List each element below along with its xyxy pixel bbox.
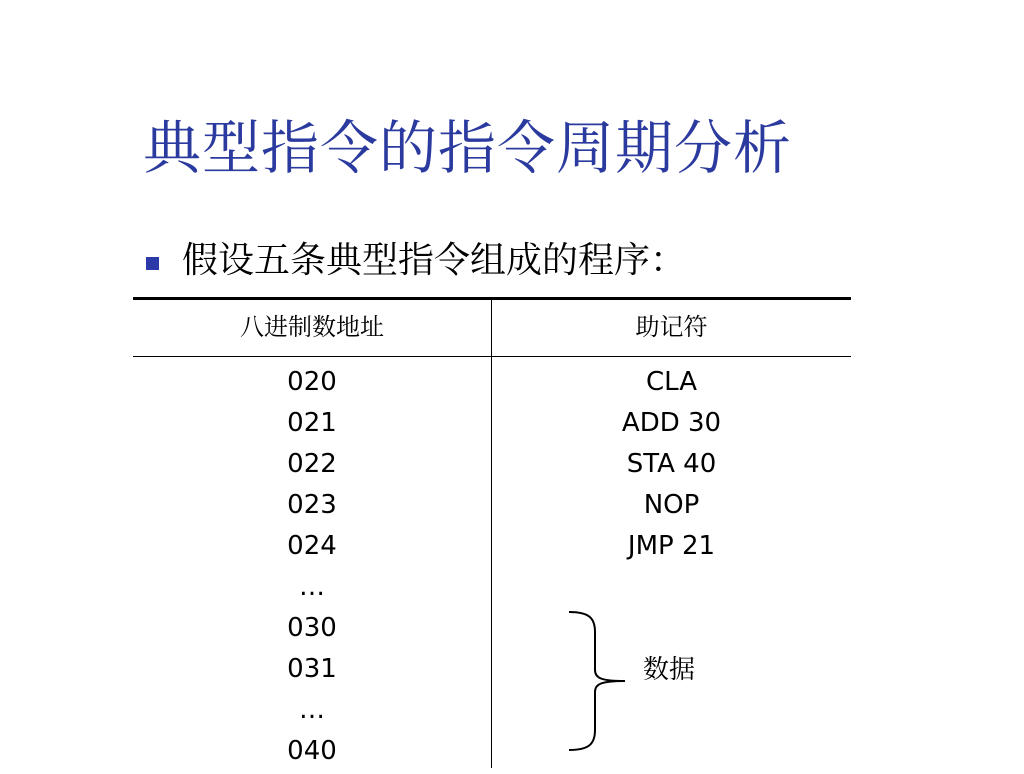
- address-cell: 023: [287, 490, 337, 520]
- bullet-square-icon: [146, 257, 159, 270]
- curly-brace-icon: [567, 610, 627, 752]
- address-cell: 020: [287, 367, 337, 397]
- address-cell: …: [299, 572, 325, 602]
- header-mnemonic: 助记符: [635, 313, 708, 341]
- mnemonic-cell: STA 40: [626, 449, 717, 479]
- program-table: [133, 297, 851, 768]
- address-column: [133, 364, 491, 774]
- mnemonic-cell: ADD 30: [621, 408, 722, 438]
- address-cell: 030: [287, 613, 337, 643]
- bullet-text: 假设五条典型指令组成的程序：: [182, 240, 687, 281]
- address-cell: 031: [287, 654, 337, 684]
- address-cell: 040: [287, 736, 337, 766]
- mnemonic-cell: NOP: [643, 490, 700, 520]
- slide-title: 典型指令的指令周期分析: [143, 114, 793, 182]
- address-cell: 024: [287, 531, 337, 561]
- mnemonic-cell: JMP 21: [627, 531, 716, 561]
- address-cell: …: [299, 695, 325, 725]
- mnemonic-cell: CLA: [645, 367, 698, 397]
- header-divider: [133, 356, 851, 357]
- address-cell: 022: [287, 449, 337, 479]
- address-cell: 021: [287, 408, 337, 438]
- data-label: 数据: [643, 655, 696, 685]
- mnemonic-column: [492, 364, 851, 569]
- header-address: 八进制数地址: [240, 313, 384, 341]
